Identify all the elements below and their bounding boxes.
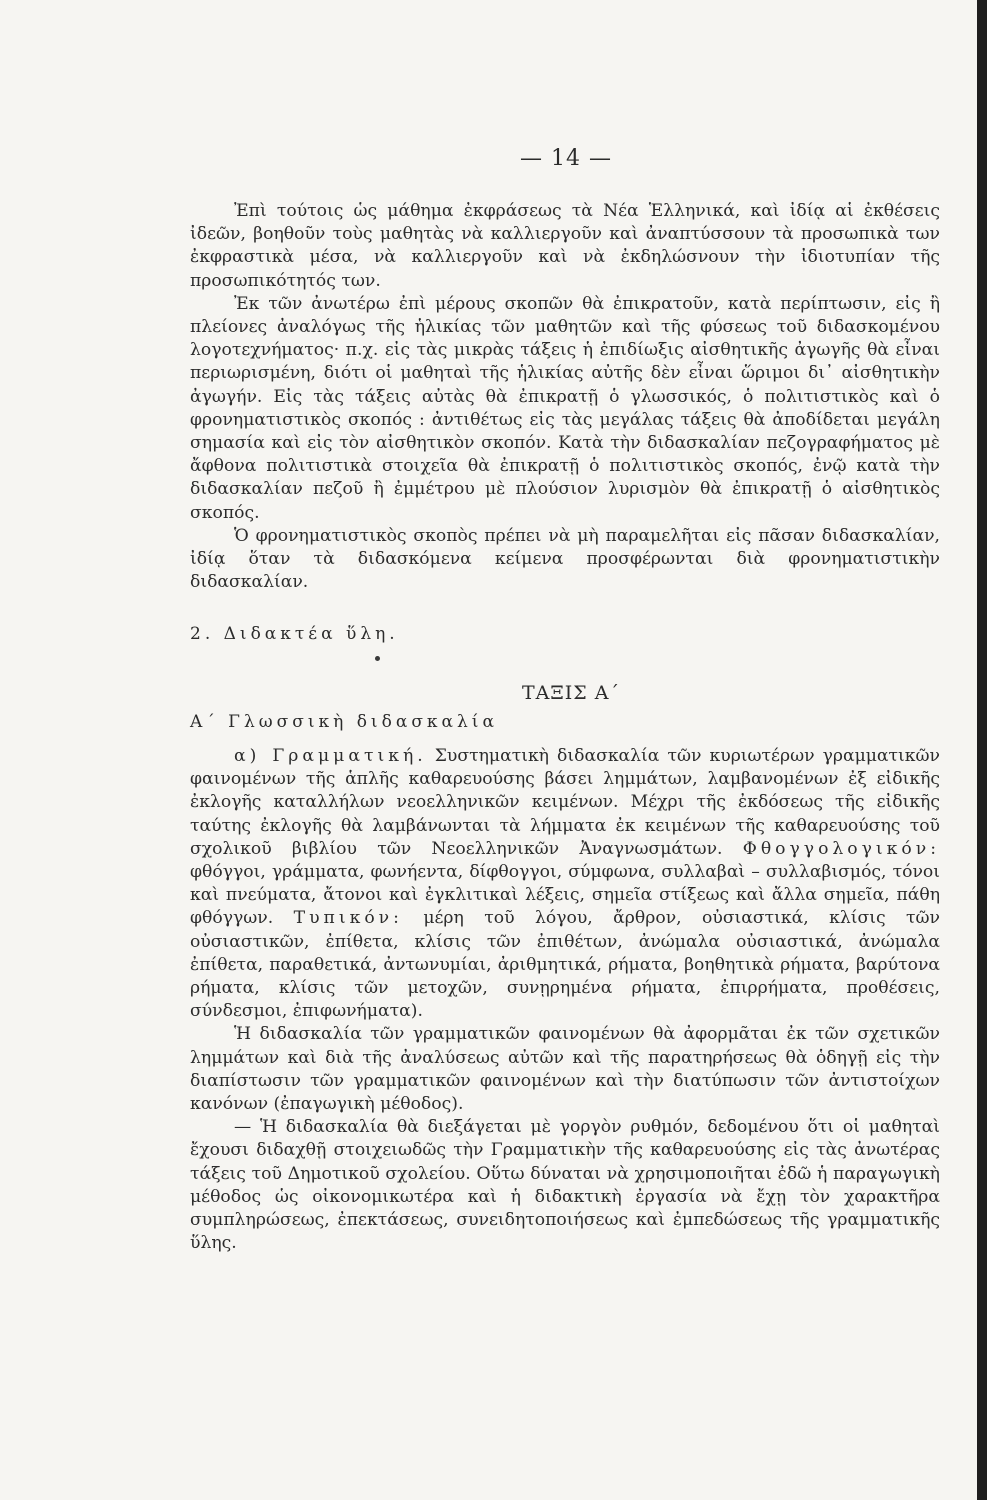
grammar-text: Συστηματικὴ διδασκαλία τῶν κυριωτέρων γραμματικῶν φαινομένων τῆς ἁπλῆς καθαρευούσης βάσει λημμάτων, λαμβανομένων ἐξ εἰδικῆς ἐκλογῆς καταλλήλων νεοελληνικῶν κειμένων. Μέχρι τῆς ἐκδόσεως τῆς εἰδικῆς ταύτης ἐκλογῆς θὰ λαμβάνωνται τὰ λήμματα ἐκ κειμένων τῆς καθαρευούσης τοῦ σχολικοῦ βιβλίου τῶν Νεοελληνικῶν Ἀναγνωσμάτων. [190,746,940,859]
phonetic-text: φθόγγοι, γράμματα, φωνήεντα, δίφθογγοι, σύμφωνα, συλλαβαὶ – συλλαβισμός, τόνοι καὶ πνεύματα, ἄτονοι καὶ ἐγκλιτικαὶ λέξεις, σημεῖα στίξεως καὶ ἄλλα σημεῖα, πάθη φθόγγων. [190,862,940,929]
grammar-paragraph-1 [190,745,940,1023]
intro-paragraph-2: Ἐκ τῶν ἀνωτέρω ἐπὶ μέρους σκοπῶν θὰ ἐπικρατοῦν, κατὰ περίπτωσιν, εἰς ἢ πλείονες ἀναλόγως τῆς ἡλικίας τῶν μαθητῶν καὶ τῆς φύσεως τοῦ διδασκομένου λογοτεχνήματος· π.χ. εἰς τὰς μικρὰς τάξεις ἡ ἐπιδίωξις αἰσθητικῆς ἀγωγῆς θὰ εἶναι περιωρισμένη, διότι οἱ μαθηταὶ τῆς ἡλικίας αὐτῆς δὲν εἶναι ὥριμοι δι᾽ αἰσθητικὴν ἀγωγήν. Εἰς τὰς τάξεις αὐτὰς θὰ ἐπικρατῇ ὁ γλωσσικός, ὁ πολιτιστικὸς καὶ ὁ φρονηματιστικὸς σκοπός : ἀντιθέτως εἰς τὰς μεγάλας τάξεις θὰ ἀποδίδεται μεγάλη σημασία καὶ εἰς τὸν αἰσθητικὸν σκοπόν. Κατὰ τὴν διδασκαλίαν πεζογραφήματος μὲ ἄφθονα πολιτιστικὰ στοιχεῖα θὰ ἐπικρατῇ ὁ πολιτιστικὸς σκοπός, ἐνῷ κατὰ τὴν διδασκαλίαν πεζοῦ ἢ ἐμμέτρου μὲ πλούσιον λυρισμὸν θὰ ἐπικρατῇ ὁ αἰσθητικὸς σκοπός. [190,293,940,523]
grammar-paragraph-3: — Ἡ διδασκαλία θὰ διεξάγεται μὲ γοργὸν ρυθμόν, δεδομένου ὅτι οἱ μαθηταὶ ἔχουσι διδαχθῇ στοιχειωδῶς τὴν Γραμματικὴν τῆς καθαρευούσης εἰς τὰς ἀνωτέρας τάξεις τοῦ Δημοτικοῦ σχολείου. Οὕτω δύναται νὰ χρησιμοποιῆται ἐδῶ ἡ παραγωγικὴ μέθοδος ὡς οἰκονομικωτέρα καὶ ἡ διδακτικὴ ἐργασία νὰ ἔχῃ τὸν χαρακτῆρα συμπληρώσεως, ἐπεκτάσεως, συνειδητοποιήσεως καὶ ἐμπεδώσεως τῆς γραμματικῆς ὕλης. [190,1117,940,1254]
page-edge-shadow [977,0,987,1500]
grammar-label: α) Γραμματική. [234,746,427,766]
grammar-paragraph-2: Ἡ διδασκαλία τῶν γραμματικῶν φαινομένων θὰ ἀφορμᾶται ἐκ τῶν σχετικῶν λημμάτων καὶ διὰ τῆς ἀναλύσεως αὐτῶν καὶ τῆς παρατηρήσεως θὰ ὁδηγῇ εἰς τὴν διαπίστωσιν τῶν γραμματικῶν φαινομένων καὶ τὴν διατύπωσιν τῶν ἀντιστοίχων κανόνων (ἐπαγωγικὴ μέθοδος). [190,1024,940,1115]
intro-paragraph-1: Ἐπὶ τούτοις ὡς μάθημα ἐκφράσεως τὰ Νέα Ἑλληνικά, καὶ ἰδίᾳ αἱ ἐκθέσεις ἰδεῶν, βοηθοῦν τοὺς μαθητὰς νὰ καλλιεργοῦν καὶ ἀναπτύσσουν τὰ προσωπικὰ των ἐκφραστικὰ μέσα, νὰ καλλιεργοῦν καὶ νὰ ἐκδηλώσνουν τὴν ἰδιοτυπίαν τῆς προσωπικότητός των. [190,201,940,291]
page-number: — 14 — [520,146,612,171]
section-heading: 2. Διδακτέα ὕλη. [190,624,399,644]
ink-dot [375,656,380,661]
typical-text: μέρη τοῦ λόγου, ἄρθρον, οὐσιαστικά, κλίσις τῶν οὐσιαστικῶν, ἐπίθετα, κλίσις τῶν ἐπιθέτων, ἀνώμαλα οὐσιαστικά, ἀνώμαλα ἐπίθετα, παραθετικά, ἀντωνυμίαι, ἀριθμητικά, ρήματα, βοηθητικὰ ρήματα, βαρύτονα ρήματα, κλίσις τῶν μετοχῶν, συνῃρημένα ρήματα, ἐπιρρήματα, προθέσεις, σύνδεσμοι, ἐπιφωνήματα). [190,908,940,1022]
class-heading: ΤΑΞΙΣ Α΄ [522,682,620,704]
intro-paragraph-3: Ὁ φρονηματιστικὸς σκοπὸς πρέπει νὰ μὴ παραμελῆται εἰς πᾶσαν διδασκαλίαν, ἰδίᾳ ὅταν τὰ διδασκόμενα κείμενα προσφέρωνται διὰ φρονηματιστικὴν διδασκαλίαν. [190,525,940,593]
grammar-section [190,745,940,1255]
sub-heading: Α΄ Γλωσσικὴ διδασκαλία [190,712,498,732]
typical-label: Τυπικόν: [293,908,403,929]
intro-section [190,200,940,594]
phonetic-label: Φθογγολογικόν: [742,838,940,859]
